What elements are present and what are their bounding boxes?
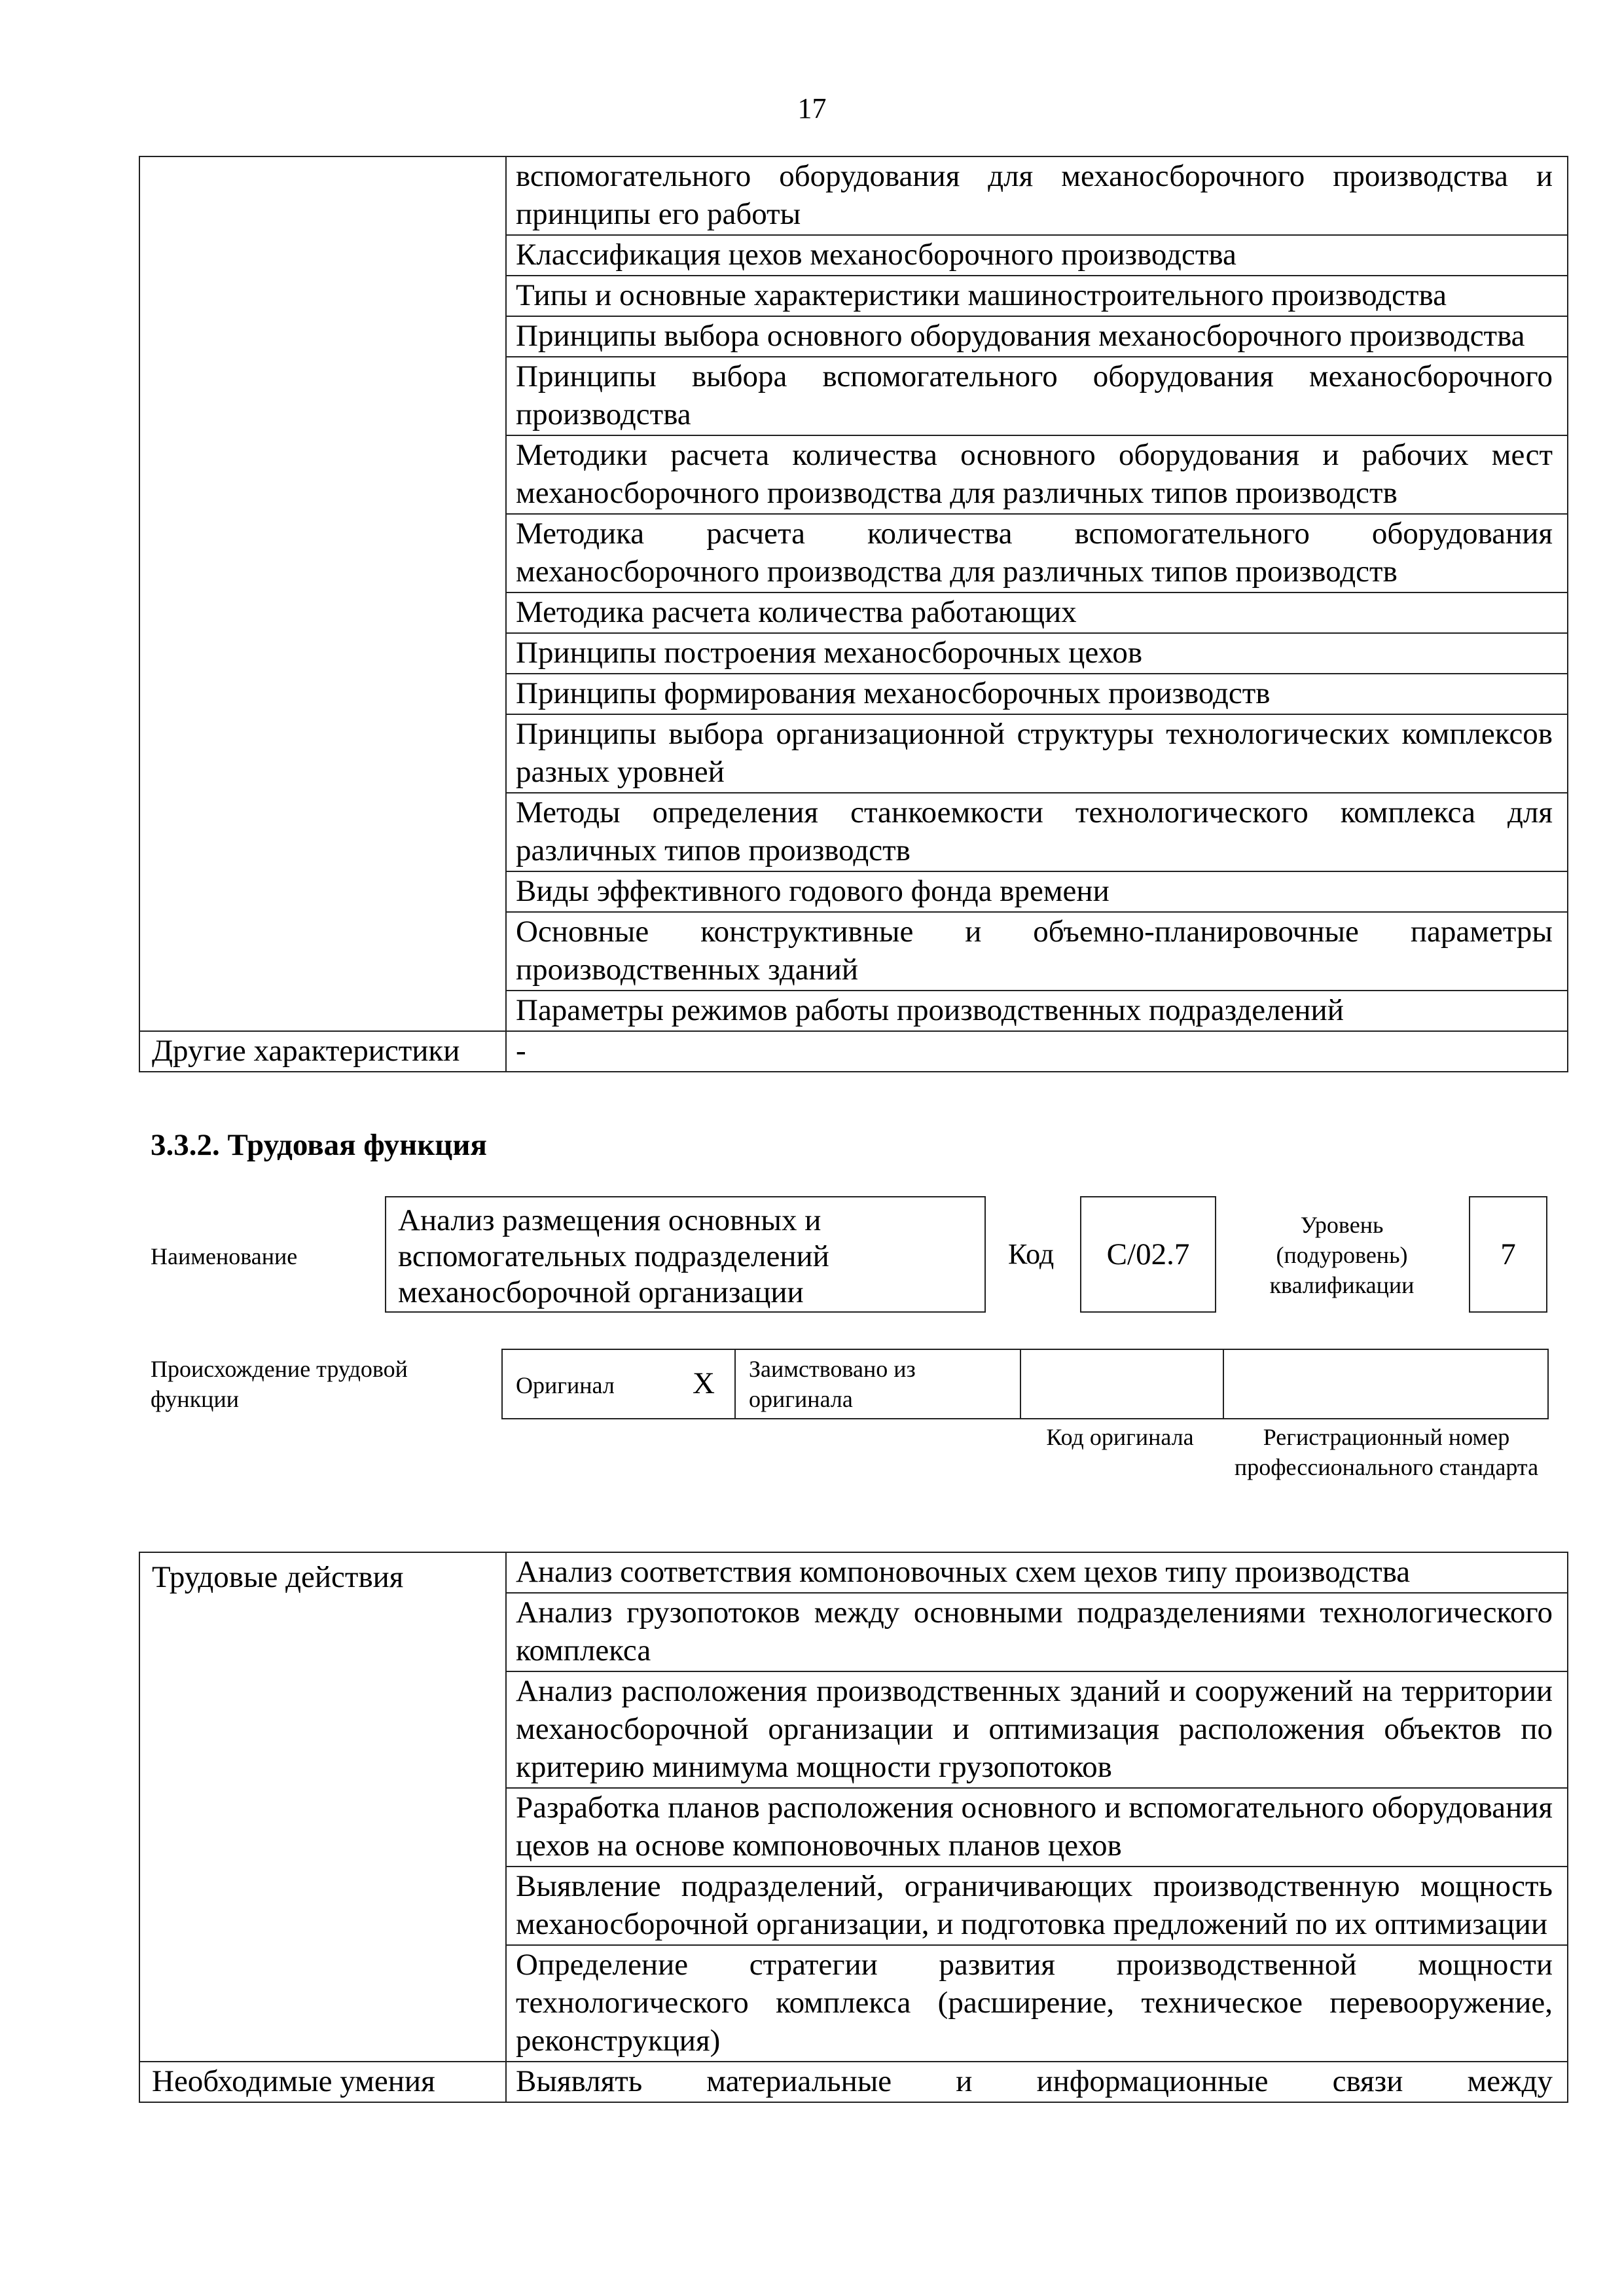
list-item: Принципы выбора вспомогательного оборудования механосборочного производства: [516, 359, 1553, 431]
list-item: Основные конструктивные и объемно-планировочные параметры производственных зданий: [516, 915, 1553, 987]
table-row: [139, 2062, 1568, 2102]
knowledge-table: [139, 156, 1568, 1072]
list-item: Виды эффективного годового фонда времени: [516, 874, 1110, 908]
skills-first-item: Выявлять материальные и информационные связи между: [506, 2062, 1568, 2102]
table-row: [139, 1031, 1568, 1072]
table-cell: [506, 316, 1568, 357]
divider: [1020, 1350, 1021, 1418]
code-label: Код: [1008, 1238, 1055, 1270]
list-item: Классификация цехов механосборочного производства: [516, 238, 1236, 272]
table-cell: [506, 991, 1568, 1031]
list-item: Принципы выбора основного оборудования механосборочного производства: [516, 319, 1525, 353]
function-name-box: [385, 1196, 986, 1313]
knowledge-label-cell: [139, 156, 506, 1031]
table-cell: [506, 633, 1568, 674]
section-heading: 3.3.2. Трудовая функция: [151, 1128, 487, 1162]
skills-label: Необходимые умения: [139, 2062, 506, 2102]
table-cell: [506, 514, 1568, 592]
level-label: Уровень (подуровень) квалификации: [1269, 1212, 1415, 1298]
table-row: [139, 1552, 1568, 1593]
table-cell: [506, 1593, 1568, 1671]
original-label: Оригинал: [516, 1372, 615, 1398]
list-item: Методики расчета количества основного оборудования и рабочих мест механосборочного производства для различных типов производств: [516, 438, 1553, 510]
original-mark: X: [693, 1366, 715, 1400]
table-cell: [506, 1671, 1568, 1788]
list-item: Принципы выбора организационной структуры технологических комплексов разных уровней: [516, 717, 1553, 789]
table-cell: [506, 592, 1568, 633]
divider: [734, 1350, 736, 1418]
origin-label: Происхождение трудовой функции: [151, 1356, 408, 1412]
other-characteristics-value: -: [506, 1031, 1568, 1072]
table-cell: [506, 357, 1568, 435]
reg-number-caption: Регистрационный номер профессионального стандарта: [1234, 1424, 1539, 1480]
list-item: Методика расчета количества вспомогательного оборудования механосборочного производства для различных типов производств: [516, 517, 1553, 589]
list-item: Анализ расположения производственных зданий и сооружений на территории механосборочной организации и оптимизация расположения объектов по критерию минимума мощности грузопотоков: [516, 1674, 1553, 1784]
table-cell: [506, 1867, 1568, 1945]
table-cell: [506, 235, 1568, 276]
level-value: 7: [1469, 1196, 1547, 1313]
list-item: Определение стратегии развития производственной мощности технологического комплекса (расширение, техническое перевооружение, реконструкция): [516, 1948, 1553, 2058]
list-item: Принципы формирования механосборочных производств: [516, 676, 1271, 710]
name-label: Наименование: [151, 1243, 298, 1269]
code-original-caption: Код оригинала: [1046, 1424, 1194, 1450]
function-name: Анализ размещения основных и вспомогательных подразделений механосборочной организации: [398, 1203, 829, 1309]
list-item: вспомогательного оборудования для механосборочного производства и принципы его работы: [516, 159, 1553, 231]
list-item: Анализ грузопотоков между основными подразделениями технологического комплекса: [516, 1595, 1553, 1667]
table-cell: [506, 793, 1568, 871]
table-cell: [506, 1945, 1568, 2062]
divider: [1223, 1350, 1224, 1418]
table-cell: [506, 674, 1568, 714]
actions-table: [139, 1552, 1568, 2103]
table-cell: [506, 276, 1568, 316]
table-row: [139, 156, 1568, 235]
page-number: 17: [797, 92, 827, 124]
table-cell: [506, 1788, 1568, 1867]
list-item: Принципы построения механосборочных цехов: [516, 636, 1143, 670]
table-cell: [506, 435, 1568, 514]
actions-label: Трудовые действия: [139, 1552, 506, 2062]
table-cell: [506, 871, 1568, 912]
list-item: Типы и основные характеристики машиностроительного производства: [516, 278, 1447, 312]
code-value: C/02.7: [1080, 1196, 1216, 1313]
table-cell: [506, 156, 1568, 235]
table-cell: [506, 714, 1568, 793]
table-cell: [506, 912, 1568, 991]
borrowed-label: Заимствовано из оригинала: [749, 1356, 916, 1412]
list-item: Выявление подразделений, ограничивающих производственную мощность механосборочной организации, и подготовка предложений по их оптимизации: [516, 1869, 1553, 1941]
other-characteristics-label: Другие характеристики: [139, 1031, 506, 1072]
list-item: Параметры режимов работы производственных подразделений: [516, 993, 1344, 1027]
list-item: Методика расчета количества работающих: [516, 595, 1077, 629]
list-item: Разработка планов расположения основного и вспомогательного оборудования цехов на основе компоновочных планов цехов: [516, 1791, 1553, 1863]
table-cell: [506, 1552, 1568, 1593]
list-item: Анализ соответствия компоновочных схем цехов типу производства: [516, 1555, 1411, 1589]
list-item: Методы определения станкоемкости технологического комплекса для различных типов производств: [516, 795, 1553, 867]
origin-table: [501, 1349, 1549, 1419]
